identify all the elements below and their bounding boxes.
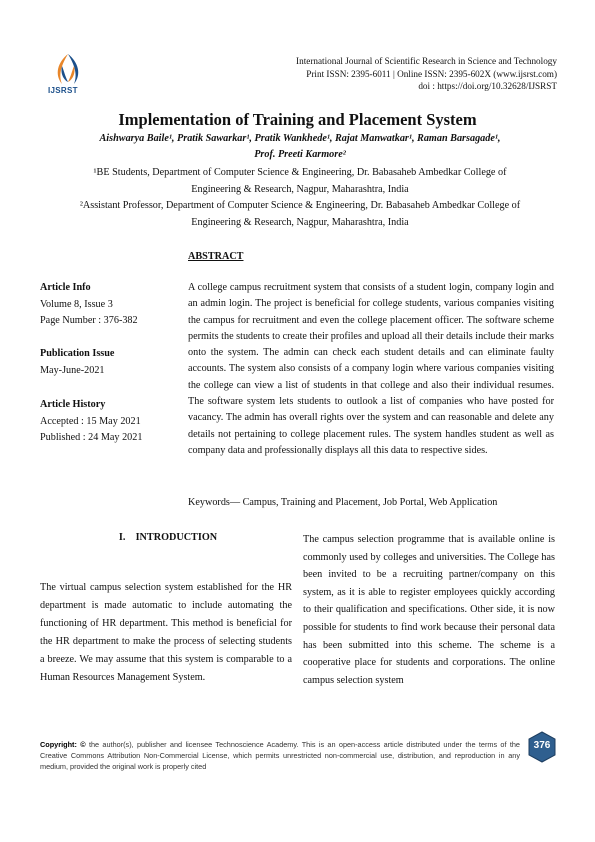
copyright-text: the author(s), publisher and licensee Technoscience Academy. This is an open-access article distributed under the terms of the Creative Commons Attribution Non-Commercial License, which permits unrestricted non-commercial use, distribution, and reproduction in any medium, provided the original work is properly cited bbox=[40, 740, 520, 772]
keywords: Keywords— Campus, Training and Placement, Job Portal, Web Application bbox=[188, 497, 498, 508]
authors-line-2: Prof. Preeti Karmore² bbox=[254, 148, 346, 160]
page-number: 376 bbox=[533, 740, 551, 751]
copyright-symbol: © bbox=[80, 740, 86, 749]
section-heading-introduction: I. INTRODUCTION bbox=[118, 532, 218, 543]
abstract-heading: ABSTRACT bbox=[188, 251, 244, 262]
affiliation-1-line-2: Engineering & Research, Nagpur, Maharashtra, India bbox=[191, 183, 409, 195]
journal-header bbox=[217, 55, 557, 93]
affiliation-1 bbox=[40, 165, 560, 198]
publication-issue bbox=[40, 346, 180, 379]
article-history bbox=[40, 397, 180, 447]
affiliation-2-line-1: ²Assistant Professor, Department of Computer Science & Engineering, Dr. Babasaheb Ambedkar College of bbox=[79, 200, 521, 211]
intro-left-column: The virtual campus selection system established for the HR department is made automatic to include automating the functioning of HR department. This method is beneficial for the HR department to make the process of selecting students a breeze. We may assume that this system is comparable to a Human Resources Management System. bbox=[40, 582, 292, 683]
logo-text: IJSRST bbox=[48, 86, 78, 95]
article-history-heading: Article History bbox=[40, 399, 106, 410]
article-accepted: Accepted : 15 May 2021 bbox=[40, 415, 141, 427]
paper-title: Implementation of Training and Placement System bbox=[118, 110, 477, 129]
publication-issue-heading: Publication Issue bbox=[40, 348, 115, 359]
article-info-heading: Article Info bbox=[40, 282, 91, 293]
article-pages: Page Number : 376-382 bbox=[40, 315, 138, 326]
article-volume: Volume 8, Issue 3 bbox=[40, 298, 113, 310]
journal-doi: doi : https://doi.org/10.32628/IJSRST bbox=[418, 81, 557, 92]
affiliation-1-line-1: ¹BE Students, Department of Computer Science & Engineering, Dr. Babasaheb Ambedkar College of bbox=[93, 167, 507, 178]
article-info bbox=[40, 280, 180, 330]
affiliation-2-line-2: Engineering & Research, Nagpur, Maharashtra, India bbox=[191, 216, 409, 228]
journal-issn: Print ISSN: 2395-6011 | Online ISSN: 2395-602X (www.ijsrst.com) bbox=[306, 68, 557, 79]
article-published: Published : 24 May 2021 bbox=[40, 432, 143, 443]
intro-right-column: The campus selection programme that is available online is commonly used by colleges and universities. The College has been invited to be a recruiting partner/company on this system, as it is able to register employees quickly according to their qualification and specifications. Other side, it is now possible for students to find work because their personal data has been submitted into this scheme. The scheme is a cooperative place for students and corporations. The online campus selection system bbox=[303, 534, 555, 686]
authors bbox=[60, 131, 540, 162]
copyright-label: Copyright: bbox=[40, 740, 77, 749]
affiliation-2 bbox=[40, 198, 560, 231]
abstract-text: A college campus recruitment system that consists of a student login, company login and an admin login. The project is beneficial for college students, various companies visiting the campus for recruitment and even the college placement officer. The software scheme permits the students to create their profiles and upload all their details include their marks onto the system. The admin can check each student details and can eliminate faulty accounts. The system also consists of a company login where various companies visiting the college can view a list of students in that college and also their individual resumes. The software system lets students to outlook a list of companies who have posted for vacancy. The admin has overall rights over the system and can reasonable and delete any details not pertaining to college placement rules. The system handles student as well as company data and professionally displays all this data to respective sides. bbox=[188, 282, 554, 456]
authors-line-1: Aishwarya Baile¹, Pratik Sawarkar¹, Pratik Wankhede¹, Rajat Manwatkar¹, Raman Barsagade¹, bbox=[99, 133, 501, 144]
journal-name: International Journal of Scientific Research in Science and Technology bbox=[296, 56, 557, 66]
copyright-footer bbox=[40, 739, 520, 773]
publication-issue-value: May-June-2021 bbox=[40, 364, 105, 376]
